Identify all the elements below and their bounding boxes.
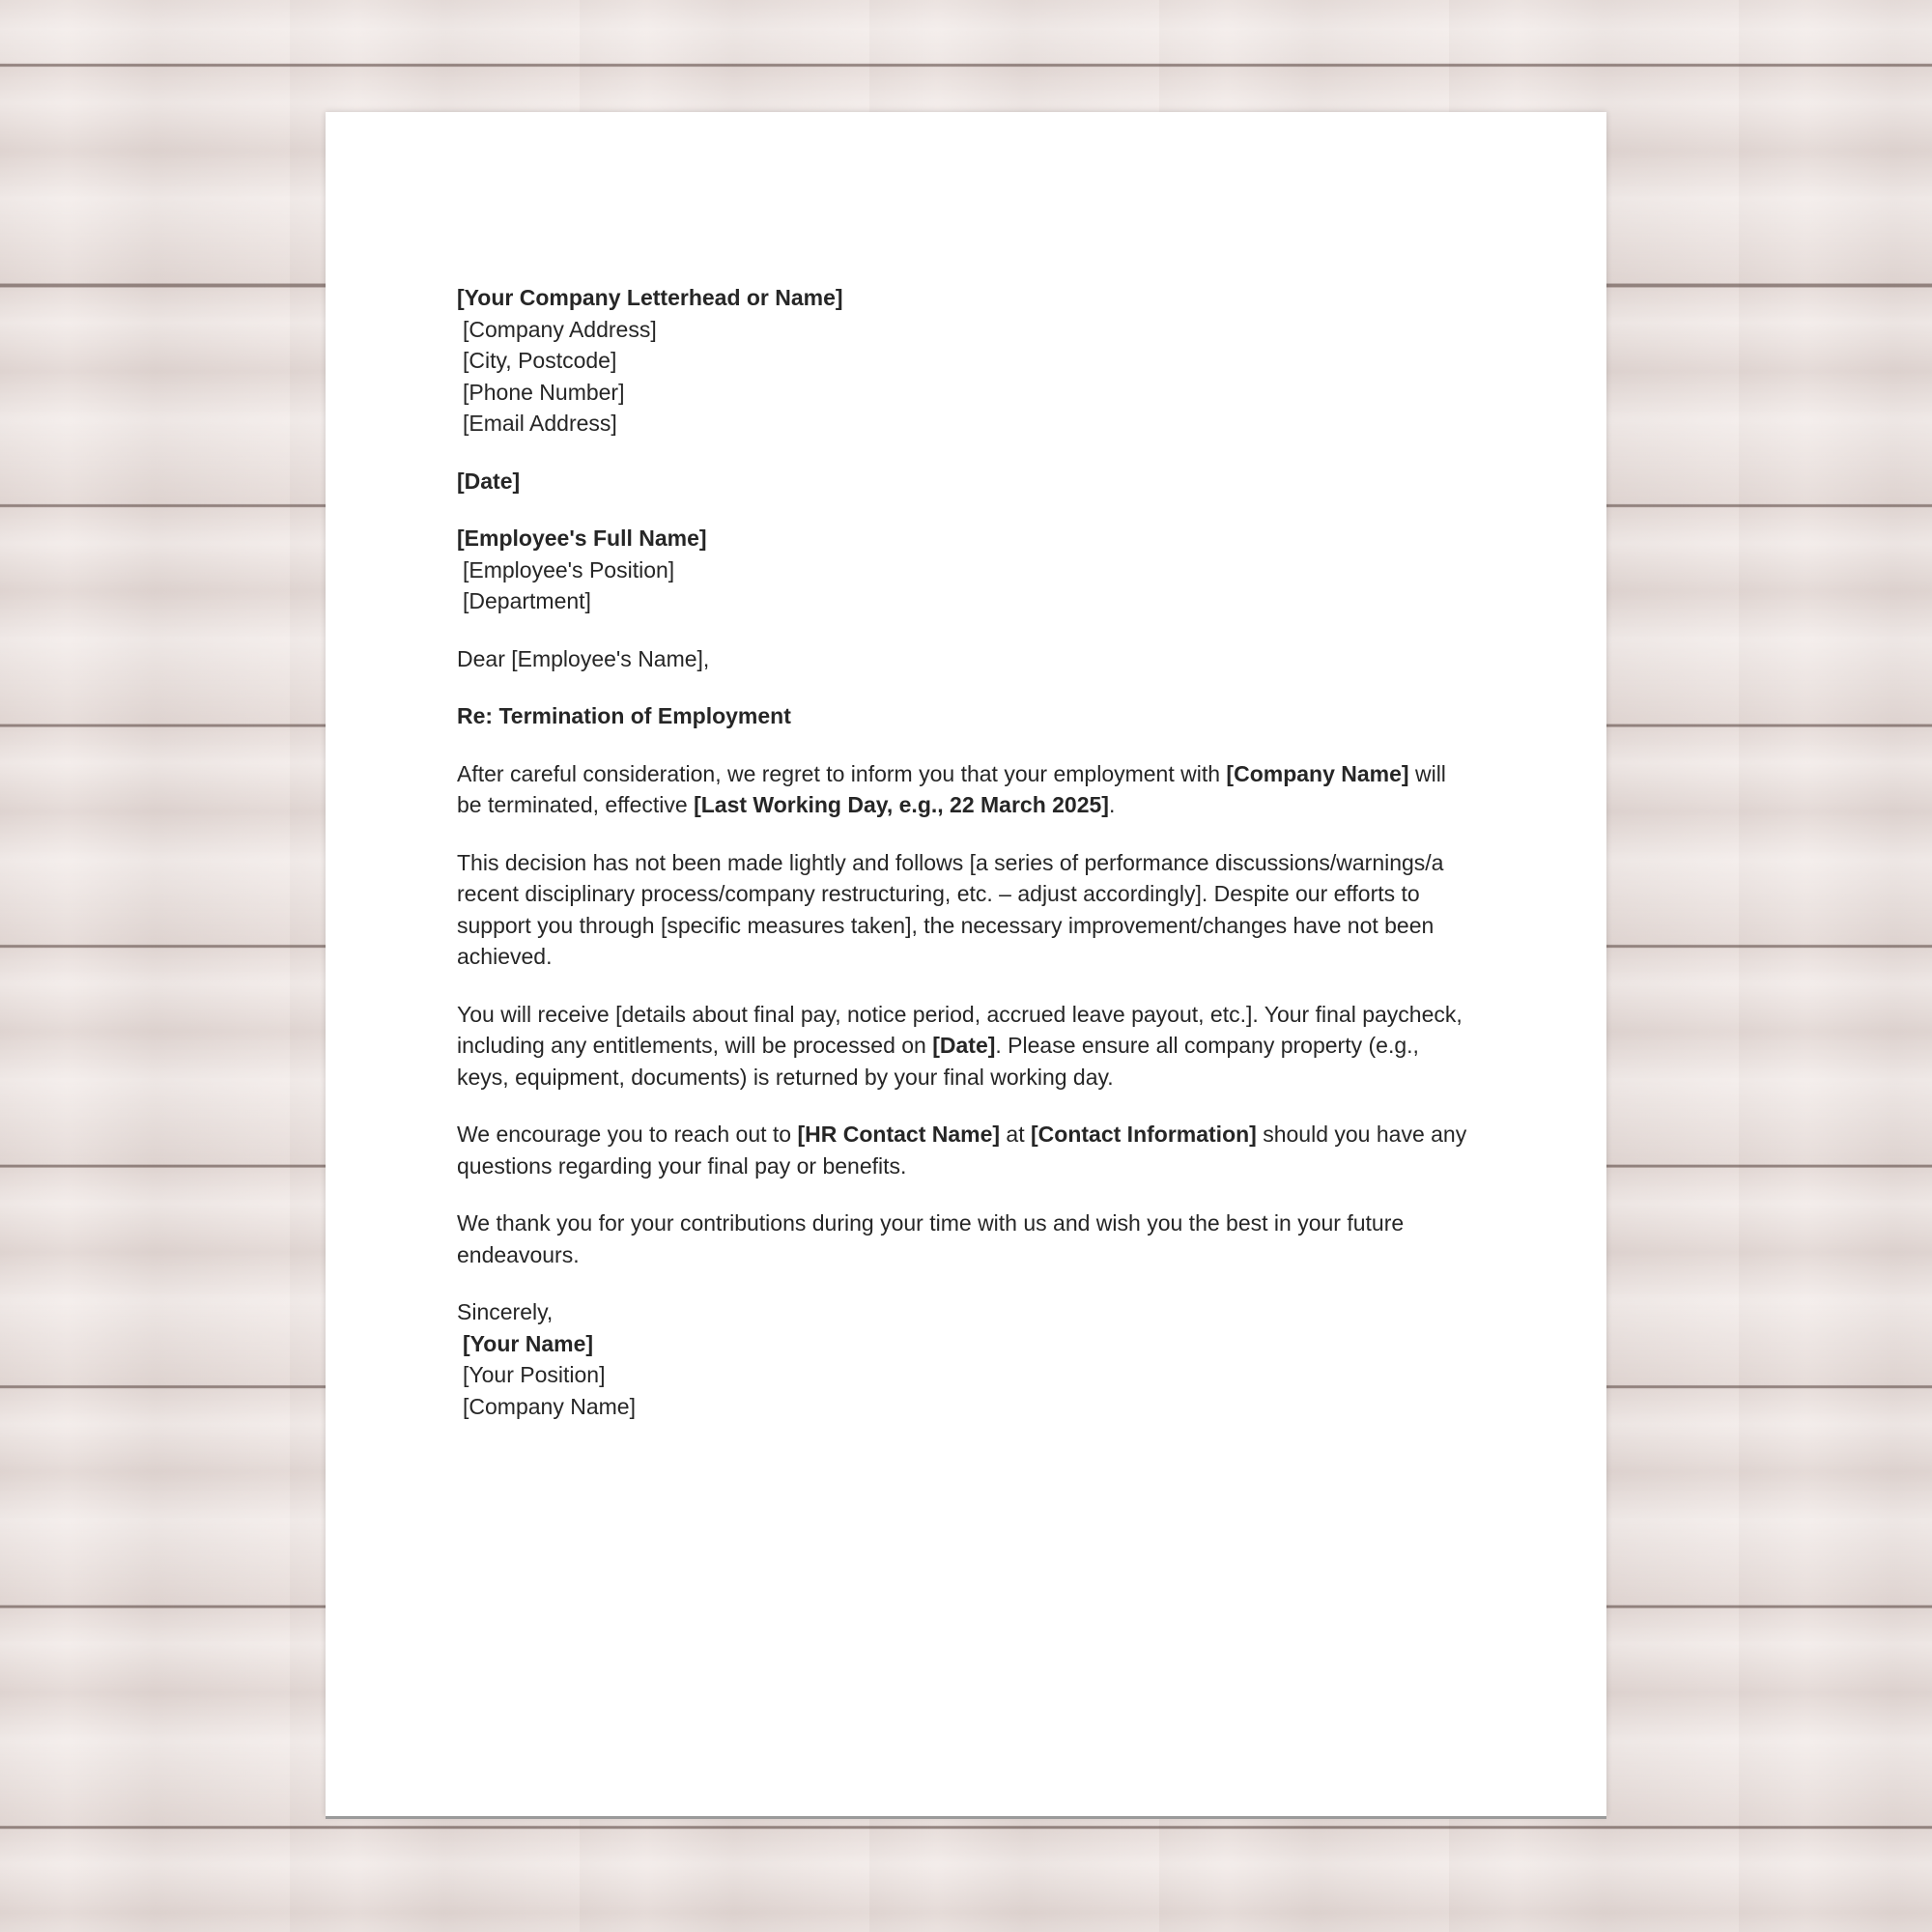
p3-text-1: You will receive [details about final pay, notice period, accrued leave payout, etc.]. Your final paycheck, including any entitlements, will be processed on xyxy=(457,1001,1463,1058)
p4-text-3: should you have any questions regarding your final pay or benefits. xyxy=(457,1122,1467,1179)
sender-city: [City, Postcode] xyxy=(463,348,617,373)
salutation: Dear [Employee's Name], xyxy=(457,645,710,671)
paragraph-3 xyxy=(457,999,1471,1094)
closing: Sincerely, xyxy=(457,1299,554,1324)
p4-text-2: at xyxy=(1000,1122,1032,1147)
sender-phone: [Phone Number] xyxy=(463,379,625,405)
p3-text-2: . Please ensure all company property (e.g., keys, equipment, documents) is returned by your final working day. xyxy=(457,1033,1419,1090)
sender-email: [Email Address] xyxy=(463,411,617,436)
signer-company: [Company Name] xyxy=(463,1393,636,1419)
paragraph-2: This decision has not been made lightly and follows [a series of performance discussions/warnings/a recent disciplinary process/company restructuring, etc. – adjust accordingly]. Despite our efforts to support you through [specific measures taken], the necessary improvement/changes have not been achieved. xyxy=(457,849,1444,969)
p1-text-1: After careful consideration, we regret to inform you that your employment with xyxy=(457,760,1227,786)
p1-text-3: . xyxy=(1108,792,1116,817)
recipient-name: [Employee's Full Name] xyxy=(457,526,707,551)
signature-block xyxy=(457,1296,1471,1422)
paragraph-1 xyxy=(457,758,1471,821)
p3-date: [Date] xyxy=(932,1033,996,1058)
letter-body xyxy=(457,282,1471,1448)
p1-last-working-day: [Last Working Day, e.g., 22 March 2025] xyxy=(694,792,1109,817)
recipient-block xyxy=(457,523,1471,617)
recipient-department: [Department] xyxy=(463,588,591,613)
sender-company: [Your Company Letterhead or Name] xyxy=(457,285,843,310)
sender-block xyxy=(457,282,1471,440)
sender-address: [Company Address] xyxy=(463,316,657,342)
p1-text-2: will be terminated, effective xyxy=(457,760,1446,817)
signer-name: [Your Name] xyxy=(463,1330,594,1356)
p4-contact-information: [Contact Information] xyxy=(1031,1122,1257,1147)
p4-hr-contact-name: [HR Contact Name] xyxy=(797,1122,1001,1147)
p1-company-name: [Company Name] xyxy=(1226,760,1409,786)
paragraph-5: We thank you for your contributions during your time with us and wish you the best in your future endeavours. xyxy=(457,1210,1405,1267)
date-line xyxy=(457,466,1471,497)
letter-page xyxy=(326,112,1606,1816)
letter-date: [Date] xyxy=(457,468,521,494)
recipient-position: [Employee's Position] xyxy=(463,556,675,582)
signer-position: [Your Position] xyxy=(463,1362,606,1387)
subject-line: Re: Termination of Employment xyxy=(457,703,791,728)
paragraph-4 xyxy=(457,1119,1471,1181)
p4-text-1: We encourage you to reach out to xyxy=(457,1122,798,1147)
